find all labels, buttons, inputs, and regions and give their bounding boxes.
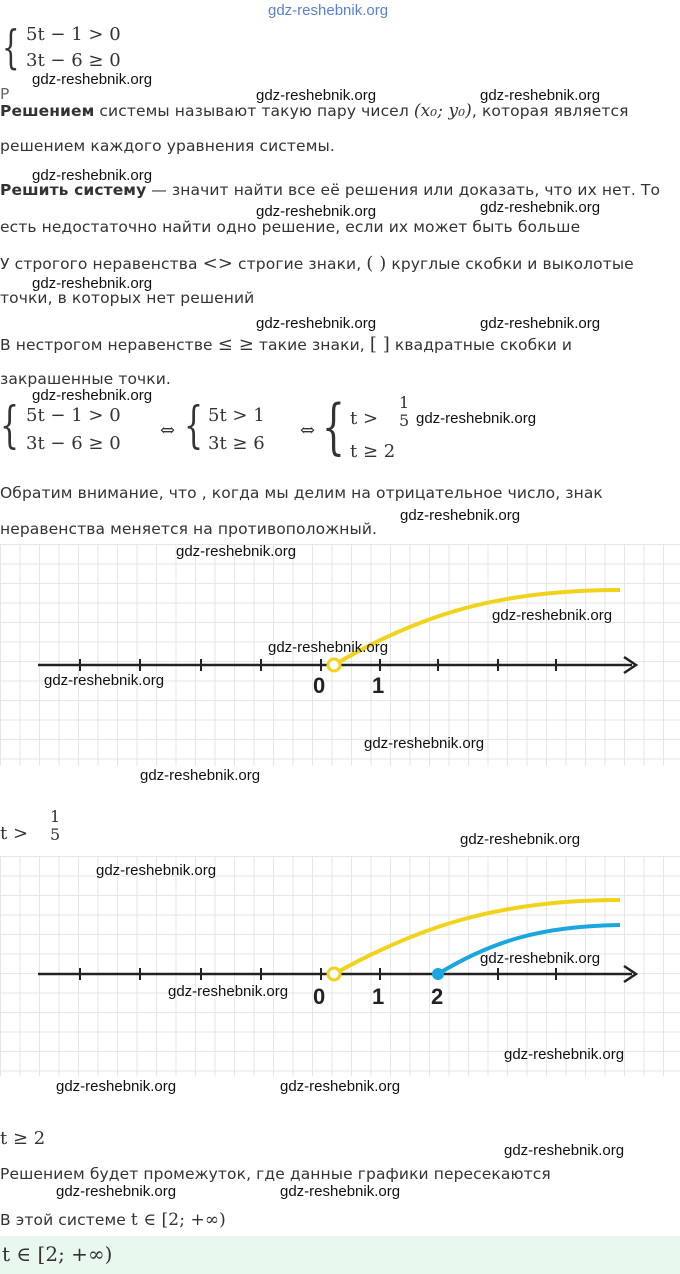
- watermark: gdz-reshebnik.org: [256, 315, 377, 332]
- watermark: gdz-reshebnik.org: [140, 767, 261, 784]
- equivalence-icon: ⇔: [160, 420, 176, 441]
- watermark: gdz-reshebnik.org: [256, 203, 377, 220]
- watermark: gdz-reshebnik.org: [480, 199, 601, 216]
- cut-text: Р: [0, 85, 10, 103]
- chain-system1-row2: 3t − 6 ≥ 0: [26, 433, 121, 454]
- open-point-yellow: [328, 659, 340, 671]
- conclusion-formula: t ∈ [2; +∞): [130, 1210, 226, 1230]
- number-line-graph-1: [0, 544, 680, 766]
- system-top-row1: 5t − 1 > 0: [26, 24, 121, 45]
- watermark: gdz-reshebnik.org: [176, 543, 297, 560]
- watermark: gdz-reshebnik.org: [504, 1046, 625, 1063]
- left-brace-icon: {: [0, 396, 20, 454]
- watermark: gdz-reshebnik.org: [32, 71, 153, 88]
- term-solve: Решить систему: [0, 181, 147, 199]
- watermark: gdz-reshebnik.org: [364, 735, 485, 752]
- equivalence-icon: ⇔: [300, 420, 316, 441]
- caption-fraction-one-fifth: 1 5: [50, 807, 61, 844]
- definition-solve: Решить систему — значит найти все её решения или доказать, что их нет. То: [0, 181, 661, 199]
- chain-system3-row2: t ≥ 2: [350, 441, 396, 462]
- system-top-row2: 3t − 6 ≥ 0: [26, 50, 121, 71]
- chain-system2-row2: 3t ≥ 6: [208, 433, 265, 454]
- watermark: gdz-reshebnik.org: [280, 1078, 401, 1095]
- watermark: gdz-reshebnik.org: [280, 1183, 401, 1200]
- answer-formula: t ∈ [2; +∞): [2, 1242, 113, 1266]
- watermark: gdz-reshebnik.org: [400, 507, 521, 524]
- note-line1: Обратим внимание, что , когда мы делим на отрицательное число, знак: [0, 484, 603, 502]
- chain-system2-row1: 5t > 1: [208, 405, 265, 426]
- watermark-top: gdz-reshebnik.org: [268, 2, 389, 19]
- nonstrict-inequality-line2: закрашенные точки.: [0, 370, 171, 388]
- definition-solution: Решением системы называют такую пару чисел (x₀; y₀), которая является: [0, 101, 629, 121]
- watermark: gdz-reshebnik.org: [32, 387, 153, 404]
- watermark: gdz-reshebnik.org: [56, 1078, 177, 1095]
- number-line-graph-2: [0, 856, 680, 1076]
- watermark: gdz-reshebnik.org: [480, 87, 601, 104]
- watermark: gdz-reshebnik.org: [480, 950, 601, 967]
- closed-point-blue: [433, 969, 444, 980]
- square-brackets: [ ]: [369, 334, 390, 355]
- nonstrict-signs: ≤ ≥: [217, 334, 254, 355]
- answer-box: [0, 1236, 680, 1274]
- watermark: gdz-reshebnik.org: [32, 167, 153, 184]
- watermark: gdz-reshebnik.org: [416, 410, 537, 427]
- note-line2: неравенства меняется на противоположный.: [0, 520, 378, 538]
- tick-label-1: 1: [372, 673, 385, 698]
- watermark: gdz-reshebnik.org: [96, 862, 217, 879]
- conclusion-line1: Решением будет промежуток, где данные графики пересекаются: [0, 1165, 551, 1183]
- watermark: gdz-reshebnik.org: [504, 1142, 625, 1159]
- left-brace-icon: {: [184, 396, 204, 454]
- left-brace-icon: {: [322, 392, 345, 462]
- left-brace-icon: {: [2, 20, 20, 74]
- conclusion-line2: В этой системе t ∈ [2; +∞): [0, 1210, 226, 1230]
- watermark: gdz-reshebnik.org: [480, 315, 601, 332]
- graph1-caption: t >: [0, 823, 29, 844]
- watermark: gdz-reshebnik.org: [168, 983, 289, 1000]
- watermark: gdz-reshebnik.org: [460, 831, 581, 848]
- nonstrict-inequality-text: В нестрогом неравенстве ≤ ≥ такие знаки, [ ] квадратные скобки и: [0, 334, 573, 355]
- definition-solution-line2: решением каждого уравнения системы.: [0, 137, 335, 155]
- pair-formula: (x₀; y₀): [413, 101, 472, 121]
- chain-system3-row1: t >: [350, 408, 379, 429]
- graph2-caption: t ≥ 2: [0, 1128, 46, 1149]
- tick-label-0: 0: [313, 673, 326, 698]
- tick-label-1: 1: [372, 984, 385, 1009]
- tick-label-2: 2: [431, 984, 444, 1009]
- watermark: gdz-reshebnik.org: [56, 1183, 177, 1200]
- strict-signs: <>: [202, 253, 234, 274]
- round-brackets: ( ): [366, 253, 387, 274]
- definition-solve-line2: есть недостаточно найти одно решение, если их может быть больше: [0, 218, 581, 236]
- watermark: gdz-reshebnik.org: [32, 275, 153, 292]
- strict-inequality-text: У строгого неравенства <> строгие знаки, ( ) круглые скобки и выколотые: [0, 253, 634, 274]
- watermark: gdz-reshebnik.org: [268, 639, 389, 656]
- term-solution: Решением: [0, 102, 95, 120]
- chain-system1-row1: 5t − 1 > 0: [26, 405, 121, 426]
- watermark: gdz-reshebnik.org: [256, 87, 377, 104]
- strict-inequality-line2: точки, в которых нет решений: [0, 289, 255, 307]
- open-point-yellow: [328, 968, 340, 980]
- watermark: gdz-reshebnik.org: [492, 607, 613, 624]
- watermark: gdz-reshebnik.org: [44, 672, 165, 689]
- tick-label-0: 0: [313, 984, 326, 1009]
- fraction-one-fifth: 1 5: [399, 393, 410, 430]
